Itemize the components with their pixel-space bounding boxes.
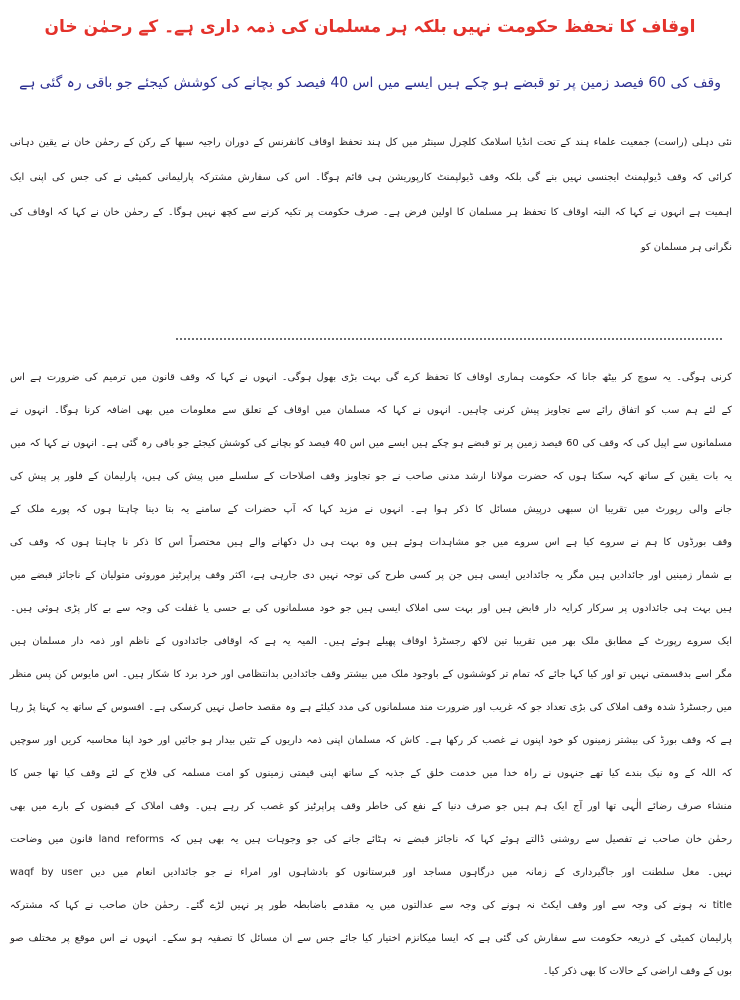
intro-line: اہمیت ہے انہوں نے کہا کہ البتہ اوقاف کا تحفظ ہر مسلمان کا اولین فرض ہے۔ صرف حکومت پر تکیہ کرنے سے کچھ نہیں ہوگا۔ کے رحمٰن خان نے کہا کہ اوقاف کی <box>9 207 732 218</box>
body-line: کہ اللہ کے وہ نیک بندے کیا تھے جنہوں نے راہ خدا میں خدمت خلق کے جذبہ کے ساتھ اپنی قیمتی زمینوں کو امت مسلمہ کی فلاح کے لئے وقف کیا تھا جس کا <box>10 768 732 779</box>
body-line: رحمٰن خان صاحب نے تفصیل سے روشنی ڈالتے ہوئے کہا کہ ناجائز قبضے نہ ہٹائے جانے کی جو وجوہات ہیں یہ بھی ہیں کہ land reforms قانون میں وضاحت <box>10 834 732 845</box>
intro-paragraph <box>8 125 732 265</box>
body-line: نہیں۔ مغل سلطنت اور جاگیرداری کے زمانہ میں درگاہوں مساجد اور قبرستانوں کو بادشاہوں اور امراء نے جو جائدادیں انعام میں دیں waqf by user <box>9 867 732 878</box>
subheadline: وقف کی 60 فیصد زمین پر تو قبضے ہو چکے ہیں ایسے میں اس 40 فیصد کو بچانے کی کوشش کیجئے جو باقی رہ گئی ہے <box>19 75 721 91</box>
intro-line: نگرانی ہر مسلمان کو <box>640 242 732 253</box>
body-line: کرنی ہوگی۔ یہ سوچ کر بیٹھ جانا کہ حکومت ہماری اوقاف کا تحفظ کرے گی بہت بڑی بھول ہوگی۔ انہوں نے کہا کہ وقف قانون میں ترمیم کی ضرورت ہے اس <box>10 372 732 383</box>
body-line: مسلمانوں سے اپیل کی کہ وقف کی 60 فیصد زمین پر تو قبضے ہو چکے ہیں ایسے میں اس 40 فیصد کو بچانے کی کوشش کیجئے جو باقی رہ گئی ہے۔ انہوں نے کہا کہ میں <box>10 438 732 449</box>
body-paragraph <box>8 361 732 988</box>
body-line: ہے کہ وقف بورڈ کی بیشتر زمینوں کو خود اپنوں نے غصب کر رکھا ہے۔ کاش کہ مسلمان اپنی ذمہ داریوں کے تئیں بیدار ہو جائیں اور خود اپنا محاسبہ کریں اور سوچیں <box>9 735 732 746</box>
dotted-divider <box>176 338 722 340</box>
body-line: مگر اسے بدقسمتی نہیں تو اور کیا کہا جائے کہ تمام تر کوششوں کے باوجود ملک میں بیشتر وقف جائدادیں بدانتظامی اور خرد برد کا شکار ہیں۔ اس مایوس کن پس منظر <box>9 669 732 680</box>
body-line: یہ بات یقین کے ساتھ کہہ سکتا ہوں کہ حضرت مولانا ارشد مدنی صاحب نے جو تجاویز وقف اصلاحات کے سلسلے میں پیش کی ہیں، پارلیمان کے فلور پر پیش کی <box>9 471 732 482</box>
intro-line: نئی دہلی (راست) جمعیت علماء ہند کے تحت انڈیا اسلامک کلچرل سینٹر میں کل ہند تحفظ اوقاف کانفرنس کے دوران راجیہ سبھا کے رکن کے رحمٰن خان نے یقین دہانی <box>9 137 732 148</box>
body-line: title نہ ہونے کی وجہ سے اور وقف ایکٹ نہ ہونے کی وجہ سے عدالتوں میں یہ مقدمے باضابطہ طور پر نہیں لڑے گئے۔ رحمٰن خان صاحب نے کہا کہ مشترکہ <box>9 900 732 911</box>
body-line: جانے والی رپورٹ میں تقریبا ان سبھی درپیش مسائل کا ذکر ہوا ہے۔ انہوں نے مزید کہا کہ آپ حضرات کے سامنے یہ بتا دینا چاہتا ہوں کہ پورے ملک کے <box>10 504 732 515</box>
body-line: میں رجسٹرڈ شدہ وقف املاک کی بڑی تعداد جو کہ غریب اور ضرورت مند مسلمانوں کی مدد کیلئے ہے وہ مقصد حاصل نہیں کرسکی ہے۔ افسوس کے ساتھ یہ کہنا پڑ رہا <box>9 702 732 713</box>
headline: اوقاف کا تحفظ حکومت نہیں بلکہ ہر مسلمان کی ذمہ داری ہے۔ کے رحمٰن خان <box>44 17 696 37</box>
intro-line: کرائی کہ وقف ڈیولپمنٹ ایجنسی نہیں بنے گی بلکہ وقف ڈیولپمنٹ کارپوریشن ہی قائم ہوگا۔ اس کی سفارش مشترکہ پارلیمانی کمیٹی نے کی جس کی اپنی ایک <box>9 172 732 183</box>
body-line: بے شمار زمینیں اور جائدادیں ہیں مگر یہ جائدادیں ایسی ہیں جن پر کسی طرح کی توجہ نہیں دی جارہی ہے، اکثر وقف پراپرٹیز موروثی متولیان کے ناجائز قبضے میں <box>10 570 732 581</box>
body-line: منشاء صرف رضائے الٰہی تھا اور آج ایک ہم ہیں جو صرف دنیا کے نفع کی خاطر وقف پراپرٹیز کو غصب کر رہے ہیں۔ وقف املاک کے قبضوں کے بارے میں بھی <box>9 801 732 812</box>
body-line: وقف بورڈوں کا ہم نے سروے کیا ہے اس سروے میں جو مشاہدات ہوئے ہیں وہ بہت ہی دل دکھانے والے ہیں مختصراً اس کا ذکر نا چاہتا ہوں کہ وقف کی <box>9 537 732 548</box>
body-line: کے لئے ہم سب کو اتفاق رائے سے تجاویز پیش کرنی چاہیں۔ انہوں نے کہا کہ مسلمان میں اوقاف کے تعلق سے معلومات میں بھی اضافہ کرنا ہوگا۔ انہوں نے <box>9 405 732 416</box>
body-line: ایک سروے رپورٹ کے مطابق ملک بھر میں تقریبا تین لاکھ رجسٹرڈ اوقاف پھیلے ہوئے ہیں۔ المیہ یہ ہے کہ اوقافی جائدادوں کے ناظم اور ذمہ دار مسلمان ہیں <box>10 636 732 647</box>
body-line: ہیں بہت ہی جائدادوں پر سرکار کرایہ دار قابض ہیں اور بہت سی املاک ایسی ہیں جو خود مسلمانوں کی بے حسی یا غفلت کی وجہ سے بے کار پڑی ہوئی ہیں۔ <box>10 603 732 614</box>
body-line: بوں کے وقف اراضی کے حالات کا بھی ذکر کیا۔ <box>542 966 732 977</box>
body-line: پارلیمان کمیٹی کے ذریعہ حکومت سے سفارش کی گئی ہے کہ ایسا میکانزم اختیار کیا جائے جس سے ان مسائل کا تصفیہ ہو سکے۔ انہوں نے اس موقع پر مختلف صو <box>10 933 732 944</box>
